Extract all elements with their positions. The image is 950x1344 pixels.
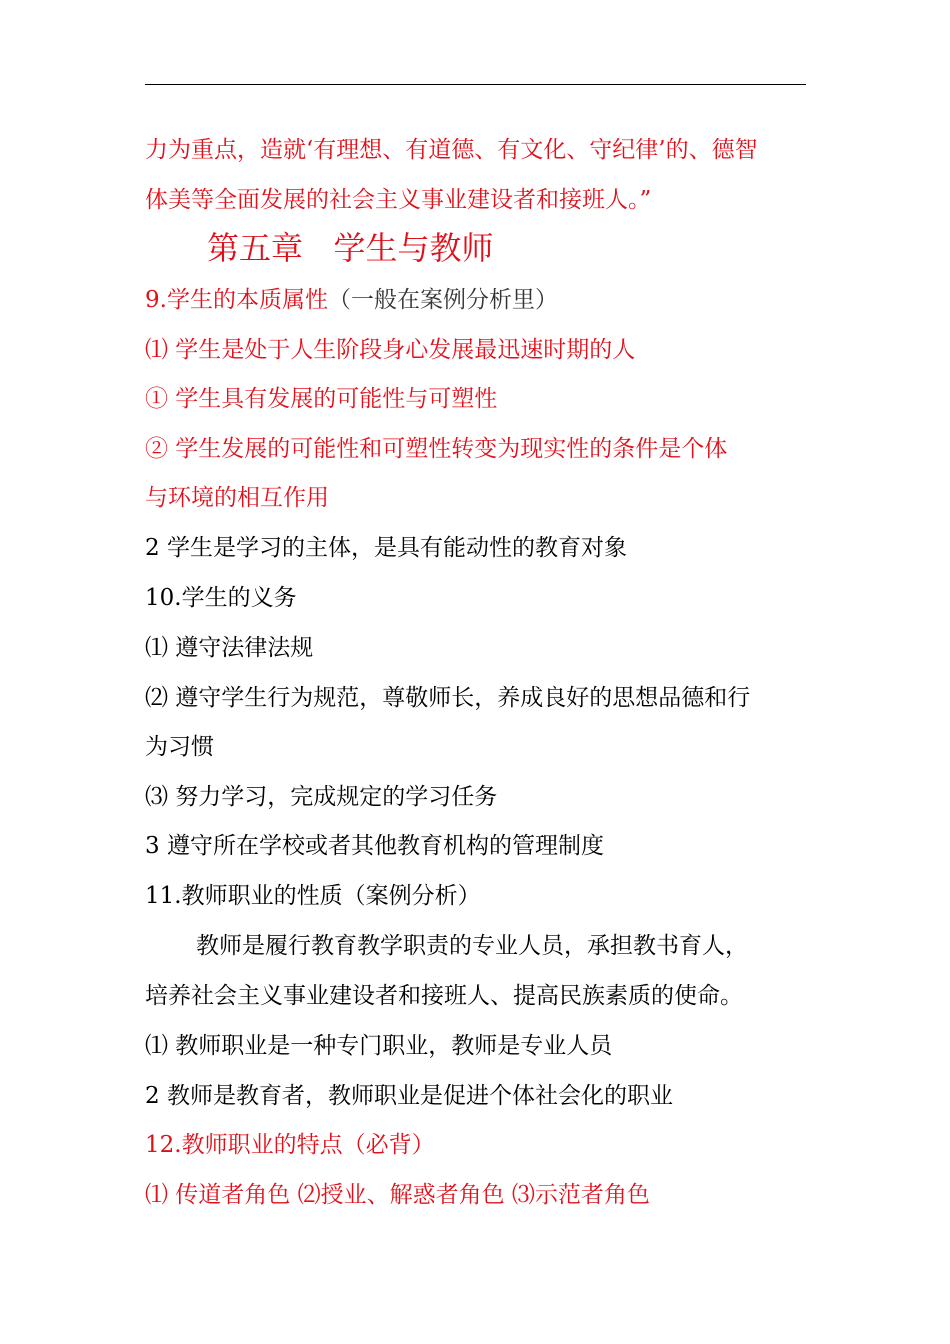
text-line: ⑴ 学生是处于人生阶段身心发展最迅速时期的人 [145, 337, 636, 363]
text-line: 3 遵守所在学校或者其他教育机构的管理制度 [145, 833, 604, 859]
text-line: ⑶ 努力学习，完成规定的学习任务 [145, 784, 498, 810]
text-line: ⑴ 传道者角色 ⑵授业、解惑者角色 ⑶示范者角色 [145, 1182, 650, 1208]
text-line: ⑵ 遵守学生行为规范，尊敬师长，养成良好的思想品德和行 [145, 685, 751, 711]
text-line: 2 学生是学习的主体，是具有能动性的教育对象 [145, 535, 627, 561]
section-heading: 12.教师职业的特点（必背） [145, 1132, 435, 1158]
section-heading-text: 9.学生的本质属性 [145, 287, 328, 313]
paragraph-line: 教师是履行教育教学职责的专业人员，承担教书育人， [196, 933, 748, 959]
text-line: ⑴ 遵守法律法规 [145, 635, 314, 661]
text-line: ② 学生发展的可能性和可塑性转变为现实性的条件是个体 [145, 436, 728, 462]
chapter-title: 第五章 学生与教师 [207, 229, 494, 267]
text-line: ① 学生具有发展的可能性与可塑性 [145, 386, 498, 412]
paragraph-line: 培养社会主义事业建设者和接班人、提高民族素质的使命。 [145, 983, 743, 1009]
text-line: 与环境的相互作用 [145, 485, 329, 511]
text-line: ⑴ 教师职业是一种专门职业，教师是专业人员 [145, 1033, 613, 1059]
header-rule [145, 84, 806, 85]
section-heading: 11.教师职业的性质（案例分析） [145, 883, 481, 909]
section-heading: 10.学生的义务 [145, 585, 297, 611]
text-line: 2 教师是教育者，教师职业是促进个体社会化的职业 [145, 1083, 673, 1109]
text-line: 体美等全面发展的社会主义事业建设者和接班人。” [145, 187, 652, 213]
text-line: 力为重点，造就‘有理想、有道德、有文化、守纪律’的、德智 [145, 137, 758, 163]
section-heading-note: （一般在案例分析里） [327, 287, 558, 313]
text-line: 为习惯 [145, 734, 214, 760]
section-heading [145, 285, 815, 315]
